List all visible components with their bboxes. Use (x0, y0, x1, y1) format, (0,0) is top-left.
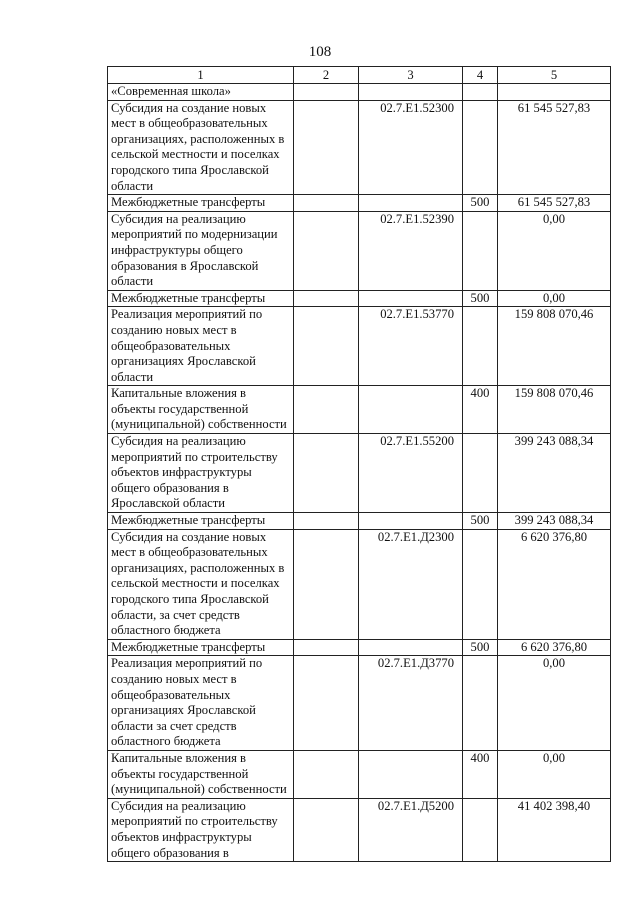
budget-code-cell (359, 750, 463, 798)
expense-type-cell: 500 (463, 195, 498, 212)
budget-code-cell (359, 639, 463, 656)
column-2-cell (294, 750, 359, 798)
expense-type-cell: 400 (463, 386, 498, 434)
amount-cell: 6 620 376,80 (498, 529, 611, 639)
budget-code-cell: 02.7.E1.52300 (359, 100, 463, 195)
budget-code-cell: 02.7.E1.Д2300 (359, 529, 463, 639)
page-number: 108 (308, 44, 332, 60)
table-row (108, 529, 611, 639)
amount-cell: 0,00 (498, 290, 611, 307)
budget-code-cell (359, 513, 463, 530)
expense-type-cell: 500 (463, 290, 498, 307)
column-2-cell (294, 84, 359, 101)
table-row (108, 307, 611, 386)
expense-type-cell: 400 (463, 750, 498, 798)
budget-code-cell (359, 386, 463, 434)
column-header: 1 (108, 67, 294, 84)
budget-code-cell: 02.7.E1.53770 (359, 307, 463, 386)
table-row (108, 798, 611, 861)
amount-cell: 6 620 376,80 (498, 639, 611, 656)
table-row (108, 195, 611, 212)
item-name-cell: Субсидия на реализацию мероприятий по строительству объектов инфраструктуры общего образования в Ярославской области (108, 434, 294, 513)
item-name-cell: Межбюджетные трансферты (108, 290, 294, 307)
amount-cell: 0,00 (498, 750, 611, 798)
expense-type-cell (463, 656, 498, 751)
column-2-cell (294, 290, 359, 307)
column-2-cell (294, 513, 359, 530)
table-row (108, 513, 611, 530)
column-2-cell (294, 656, 359, 751)
table-row (108, 211, 611, 290)
amount-cell: 0,00 (498, 656, 611, 751)
item-name-cell: Межбюджетные трансферты (108, 639, 294, 656)
budget-code-cell: 02.7.E1.Д3770 (359, 656, 463, 751)
table-row (108, 386, 611, 434)
budget-code-cell: 02.7.E1.55200 (359, 434, 463, 513)
amount-cell: 159 808 070,46 (498, 386, 611, 434)
item-name-cell: Реализация мероприятий по созданию новых мест в общеобразовательных организациях Ярославской области за счет средств областного бюджета (108, 656, 294, 751)
column-2-cell (294, 211, 359, 290)
budget-code-cell (359, 195, 463, 212)
expense-type-cell (463, 307, 498, 386)
item-name-cell: Капитальные вложения в объекты государственной (муниципальной) собственности (108, 750, 294, 798)
expense-type-cell (463, 211, 498, 290)
item-name-cell: Капитальные вложения в объекты государственной (муниципальной) собственности (108, 386, 294, 434)
expense-type-cell (463, 798, 498, 861)
expense-type-cell (463, 434, 498, 513)
item-name-cell: Реализация мероприятий по созданию новых мест в общеобразовательных организациях Ярославской области (108, 307, 294, 386)
amount-cell: 41 402 398,40 (498, 798, 611, 861)
table-row (108, 639, 611, 656)
budget-code-cell (359, 84, 463, 101)
table-row (108, 656, 611, 751)
table-row (108, 434, 611, 513)
column-2-cell (294, 434, 359, 513)
column-header: 3 (359, 67, 463, 84)
expense-type-cell (463, 529, 498, 639)
expense-type-cell: 500 (463, 513, 498, 530)
table-row (108, 100, 611, 195)
amount-cell: 399 243 088,34 (498, 434, 611, 513)
column-2-cell (294, 386, 359, 434)
column-2-cell (294, 195, 359, 212)
column-2-cell (294, 100, 359, 195)
expense-type-cell: 500 (463, 639, 498, 656)
table-row (108, 84, 611, 101)
amount-cell: 399 243 088,34 (498, 513, 611, 530)
budget-table (107, 66, 611, 862)
item-name-cell: Межбюджетные трансферты (108, 195, 294, 212)
table-row (108, 290, 611, 307)
column-header: 2 (294, 67, 359, 84)
column-2-cell (294, 639, 359, 656)
column-2-cell (294, 529, 359, 639)
budget-code-cell (359, 290, 463, 307)
column-2-cell (294, 798, 359, 861)
expense-type-cell (463, 100, 498, 195)
budget-code-cell: 02.7.E1.52390 (359, 211, 463, 290)
item-name-cell: Субсидия на реализацию мероприятий по модернизации инфраструктуры общего образования в Ярославской области (108, 211, 294, 290)
item-name-cell: Субсидия на реализацию мероприятий по строительству объектов инфраструктуры общего образования в (108, 798, 294, 861)
expense-type-cell (463, 84, 498, 101)
item-name-cell: «Современная школа» (108, 84, 294, 101)
amount-cell: 61 545 527,83 (498, 195, 611, 212)
amount-cell: 61 545 527,83 (498, 100, 611, 195)
budget-code-cell: 02.7.E1.Д5200 (359, 798, 463, 861)
amount-cell: 0,00 (498, 211, 611, 290)
amount-cell (498, 84, 611, 101)
amount-cell: 159 808 070,46 (498, 307, 611, 386)
table-row (108, 750, 611, 798)
table-header-row (108, 67, 611, 84)
item-name-cell: Субсидия на создание новых мест в общеобразовательных организациях, расположенных в сельской местности и поселках городского типа Ярославской области (108, 100, 294, 195)
column-header: 5 (498, 67, 611, 84)
item-name-cell: Субсидия на создание новых мест в общеобразовательных организациях, расположенных в сельской местности и поселках городского типа Ярославской области, за счет средств областного бюджета (108, 529, 294, 639)
column-2-cell (294, 307, 359, 386)
column-header: 4 (463, 67, 498, 84)
item-name-cell: Межбюджетные трансферты (108, 513, 294, 530)
